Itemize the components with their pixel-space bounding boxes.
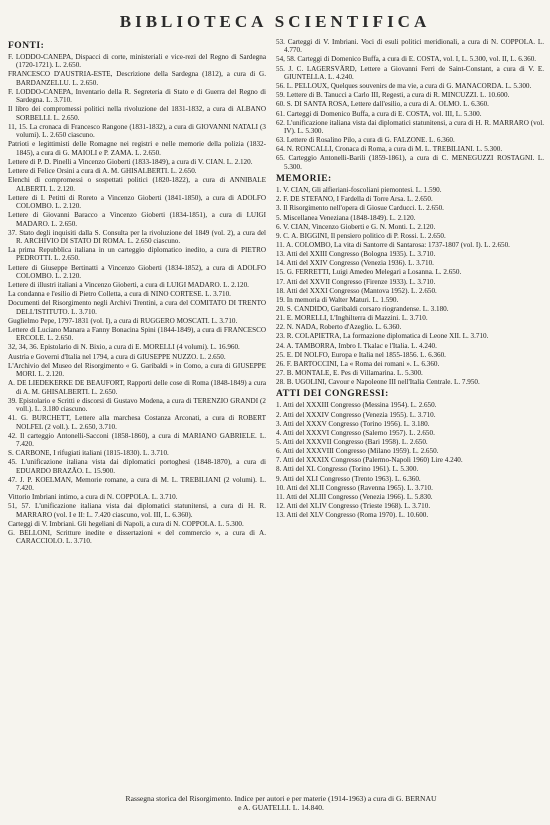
list-item: Lettere di Giuseppe Bertinatti a Vincenzo Gioberti (1834-1852), a cura di ADOLFO COLOMBO. L. 2.120. <box>8 263 266 280</box>
list-item: Lettere di Luciano Manara a Fanny Bonacina Spini (1844-1849), a cura di FRANCESCO ERCOLE. L. 2.650. <box>8 326 266 343</box>
list-item: 6. Atti del XXXVIII Congresso (Milano 1959). L. 2.650. <box>276 447 439 456</box>
list-item: Lettere di P. D. Pinelli a Vincenzo Gioberti (1833-1849), a cura di V. CIAN. L. 2.120. <box>8 157 253 166</box>
list-item: La prima Repubblica italiana in un carteggio diplomatico inedito, a cura di PIETRO PEDROTTI. L. 2.650. <box>8 246 266 263</box>
page-title: BIBLIOTECA SCIENTIFICA <box>119 12 431 31</box>
list-item: 7. Atti del XXXIX Congresso (Palermo-Napoli 1960) Lire 4.240. <box>276 456 463 465</box>
list-item: S. CARBONE, I rifugiati italiani (1815-1830). L. 3.710. <box>8 449 169 458</box>
list-item: 22. N. NADA, Roberto d'Azeglio. L. 6.360. <box>276 323 402 332</box>
list-item: 12. Atti del XLIV Congresso (Trieste 1968). L. 3.710. <box>276 501 431 510</box>
list-item: 13. Atti del XLV Congresso (Roma 1970). L. 10.600. <box>276 511 429 520</box>
list-item: 2. F. DE STEFANO, I Fardella di Torre Arsa. L. 2.650. <box>276 195 433 204</box>
list-item: 1. Atti del XXXIII Congresso (Messina 1954). L. 2.650. <box>276 401 437 410</box>
footer-line-2: e A. GUATELLI. L. 14.840. <box>238 803 324 812</box>
section-heading-memorie: MEMORIE: <box>276 174 332 185</box>
list-item: 19. In memoria di Walter Maturi. L. 1.590. <box>276 295 399 304</box>
list-item: 4. Atti del XXXVI Congresso (Salerno 1957). L. 2.650. <box>276 428 435 437</box>
list-item: 51, 57. L'unificazione italiana vista dai diplomatici statunitensi, a cura di H. R. MARRARO (vol. I e II: L. 7.420 ciascuno, vol. III, L. 6.360). <box>8 502 266 519</box>
list-item: 1. V. CIAN, Gli alfieriani-foscoliani piemontesi. L. 1.590. <box>276 186 442 195</box>
list-item: 25. E. DI NOLFO, Europa e Italia nel 1855-1856. L. 6.360. <box>276 350 446 359</box>
list-item: 47. J. P. KOELMAN, Memorie romane, a cura di M. L. TREBILIANI (2 volumi). L. 7.420. <box>8 475 266 493</box>
list-item: Lettere di I. Petitti di Roreto a Vincenzo Gioberti (1841-1850), a cura di ADOLFO COLOMBO. L. 2.120. <box>8 193 266 211</box>
list-item: 53. Carteggi di V. Imbriani. Voci di esuli politici meridionali, a cura di N. COPPOLA. L. 4.770. <box>276 38 544 55</box>
list-item: Il libro dei compromessi politici nella rivoluzione del 1831-1832, a cura di ALBANO SORBELLI. L. 2.650. <box>8 105 266 122</box>
list-item: 8. Atti del XL Congresso (Torino 1961). L. 5.300. <box>276 465 419 474</box>
list-item: 65. Carteggio Antonelli-Barili (1859-1861), a cura di C. MENEGUZZI ROSTAGNI. L. 5.300. <box>276 154 544 171</box>
list-item: 62. L'unificazione italiana vista dai diplomatici statunitensi, a cura di H. R. MARRARO (vol. IV). L. 5.300. <box>276 118 544 136</box>
list-item: 27. B. MONTALE, E. Pes di Villamarina. L. 5.300. <box>276 368 423 377</box>
list-item: Lettere di Felice Orsini a cura di A. M. GHISALBERTI. L. 2.650. <box>8 167 197 176</box>
list-item: F. LODDO-CANEPA, Dispacci di corte, ministeriali e vice-rezi del Regno di Sardegna (1720-1721). L. 2.650. <box>8 53 266 70</box>
atti-list <box>276 401 544 519</box>
list-item: La condanna e l'esilio di Pietro Colletta, a cura di NINO CORTESE. L. 3.710. <box>8 290 231 299</box>
left-column <box>8 38 266 547</box>
list-item: 15. G. FERRETTI, Luigi Amedeo Melegari a Losanna. L. 2.650. <box>276 268 462 277</box>
list-item: 23. R. COLAPIETRA, La formazione diplomatica di Leone XII. L. 3.710. <box>276 332 489 341</box>
section-heading-fonti: FONTI: <box>8 41 45 51</box>
list-item: Elenchi di compromessi o sospettati politici (1820-1822), a cura di ANNIBALE ALBERTI. L. 2.120. <box>8 176 266 193</box>
list-item: 54, 58. Carteggi di Domenico Buffa, a cura di E. COSTA, vol. I, L. 5.300, vol. II, L. 6.360. <box>276 55 537 64</box>
section-heading-atti: ATTI DEI CONGRESSI: <box>276 389 389 400</box>
list-item: 39. Epistolario e Scritti e discorsi di Gustavo Modena, a cura di TERENZIO GRANDI (2 voll.). L. 3.180 ciascuno. <box>8 396 266 414</box>
list-item: 9. Atti del XLI Congresso (Trento 1963). L. 6.360. <box>276 474 421 483</box>
list-item: 11. Atti del XLIII Congresso (Venezia 1966). L. 5.830. <box>276 492 433 501</box>
list-item: 9. C. A. BIGGINI, Il pensiero politico di P. Rossi. L. 2.650. <box>276 231 446 240</box>
list-item: Patrioti e legittimisti delle Romagne nei registri e nelle memorie della polizia (1832-1845), a cura di G. MAIOLI e P. ZAMA. L. 2.650. <box>8 140 266 157</box>
list-item: Lettere di illustri italiani a Vincenzo Gioberti, a cura di LUIGI MADARO. L. 2.120. <box>8 281 249 290</box>
list-item: 32, 34, 36. Epistolario di N. Bixio, a cura di E. MORELLI (4 volumi). L. 16.960. <box>8 343 240 352</box>
right-column <box>276 38 544 520</box>
list-item: 11, 15. La cronaca di Francesco Rangone (1831-1832), a cura di GIOVANNI NATALI (3 volumi). L. 2.650 ciascuno. <box>8 122 266 140</box>
memorie-list <box>276 186 544 386</box>
list-item: 28. B. UGOLINI, Cavour e Napoleone III nell'Italia Centrale. L. 7.950. <box>276 378 480 387</box>
list-item: 5. Miscellanea Veneziana (1848-1849). L. 2.120. <box>276 213 416 222</box>
list-item: Lettere di Giovanni Baracco a Vincenzo Gioberti (1834-1851), a cura di LUIGI MADARO. L. 2.650. <box>8 211 266 228</box>
list-item: F. LODDO-CANEPA, Inventario della R. Segreteria di Stato e di Guerra del Regno di Sardegna. L. 3.710. <box>8 87 266 105</box>
list-item: 63. Lettere di Rosalino Pilo, a cura di G. FALZONE. L. 6.360. <box>276 136 455 145</box>
footer-note <box>36 794 526 812</box>
list-item: 55. J. C. LAGERSVÄRD, Lettere a Giovanni Ferri de Saint-Constant, a cura di V. E. GIUNTELLA. L. 4.240. <box>276 64 544 81</box>
list-item: Austria e Governi d'Italia nel 1794, a cura di GIUSEPPE NUZZO. L. 2.650. <box>8 352 226 361</box>
footer-line-1: Rassegna storica del Risorgimento. Indice per autori e per materie (1914-1963) a cura di G. BERNAU <box>125 794 437 803</box>
list-item: 45. L'unificazione italiana vista dai diplomatici portoghesi (1848-1870), a cura di EDUARDO BRAZÃO. L. 15.900. <box>8 458 266 475</box>
list-item: 64. N. RONCALLI, Cronaca di Roma, a cura di M. L. TREBILIANI. L. 5.300. <box>276 145 503 154</box>
list-item: 5. Atti del XXXVII Congresso (Bari 1958). L. 2.650. <box>276 437 428 446</box>
list-item: 3. Atti del XXXV Congresso (Torino 1956). L. 3.180. <box>276 419 430 428</box>
list-item: L'Archivio del Museo del Risorgimento « G. Garibaldi » in Como, a cura di GIUSEPPE MORI. L. 2.120. <box>8 361 266 379</box>
list-item: 61. Carteggi di Domenico Buffa, a cura di E. COSTA, vol. III, L. 5.300. <box>276 109 482 118</box>
list-item: 42. Il carteggio Antonelli-Sacconi (1858-1860), a cura di MARIANO GABRIELE. L. 7.420. <box>8 431 266 449</box>
list-item: G. BELLONI, Scritture inedite e dissertazioni « del commercio », a cura di A. CARACCIOLO. L. 3.710. <box>8 529 266 546</box>
list-item: Carteggi di V. Imbriani. Gli hegeliani di Napoli, a cura di N. COPPOLA. L. 5.300. <box>8 519 244 528</box>
list-item: 13. Atti del XXIII Congresso (Bologna 1935). L. 3.710. <box>276 250 436 259</box>
list-item: 14. Atti del XXIV Congresso (Venezia 1936). L. 3.710. <box>276 259 434 268</box>
list-item: FRANCESCO D'AUSTRIA-ESTE, Descrizione della Sardegna (1812), a cura di G. BARDANZELLU. L. 2.650. <box>8 70 266 87</box>
list-item: 2. Atti del XXXIV Congresso (Venezia 1955). L. 3.710. <box>276 410 436 419</box>
list-item: Documenti del Risorgimento negli Archivi Trentini, a cura del COMITATO DI TRENTO DELL'ISTITUTO. L. 3.710. <box>8 299 266 316</box>
list-item: 56. L. PELLOUX, Quelques souvenirs de ma vie, a cura di G. MANACORDA. L. 5.300. <box>276 82 532 91</box>
list-item: Vittorio Imbriani intimo, a cura di N. COPPOLA. L. 3.710. <box>8 493 178 502</box>
list-item: 17. Atti del XXVII Congresso (Firenze 1933). L. 3.710. <box>276 277 436 286</box>
fonti-continued-list <box>276 38 544 171</box>
list-item: 3. Il Risorgimento nell'opera di Giosue Carducci. L. 2.650. <box>276 204 444 213</box>
list-item: 26. F. BARTOCCINI, La « Roma dei romani ». L. 6.360. <box>276 359 440 368</box>
list-item: 10. Atti del XLII Congresso (Ravenna 1965). L. 3.710. <box>276 483 433 492</box>
list-item: 59. Lettere di B. Tanucci a Carlo III, Regesti, a cura di R. MINCUZZI. L. 10.600. <box>276 91 510 100</box>
list-item: 37. Stato degli inquisiti dalla S. Consulta per la rivoluzione del 1849 (vol. 2), a cura del R. ARCHIVIO DI STATO DI ROMA. L. 2.650 ciascuno. <box>8 228 266 245</box>
list-item: 41. G. BURCHETT, Lettere alla marchesa Costanza Arconati, a cura di ROBERT NOLFEL (2 voll.). L. 2.650, 3.710. <box>8 414 266 431</box>
list-item: 60. S. DI SANTA ROSA, Lettere dall'esilio, a cura di A. OLMO. L. 6.360. <box>276 100 489 109</box>
list-item: 18. Atti del XXXI Congresso (Mantova 1952). L. 2.650. <box>276 286 437 295</box>
list-item: A. DE LIEDEKERKE DE BEAUFORT, Rapporti delle cose di Roma (1848-1849) a cura di A. M. GHISALBERTI. L. 2.650. <box>8 379 266 396</box>
list-item: 21. E. MORELLI, L'Inghilterra di Mazzini. L. 3.710. <box>276 314 428 323</box>
fonti-list <box>8 53 266 546</box>
list-item: 20. S. CANDIDO, Garibaldi corsaro riograndense. L. 3.180. <box>276 304 449 313</box>
list-item: Guglielmo Pepe, 1797-1831 (vol. I), a cura di RUGGERO MOSCATI. L. 3.710. <box>8 316 238 325</box>
list-item: 6. V. CIAN, Vincenzo Gioberti e G. N. Monti. L. 2.120. <box>276 222 436 231</box>
list-item: 11. A. COLOMBO, La vita di Santorre di Santarosa: 1737-1807 (vol. I). L. 2.650. <box>276 240 510 249</box>
list-item: 24. A. TAMBORRA, Imbro I. Tkalac e l'Italia. L. 4.240. <box>276 341 437 350</box>
